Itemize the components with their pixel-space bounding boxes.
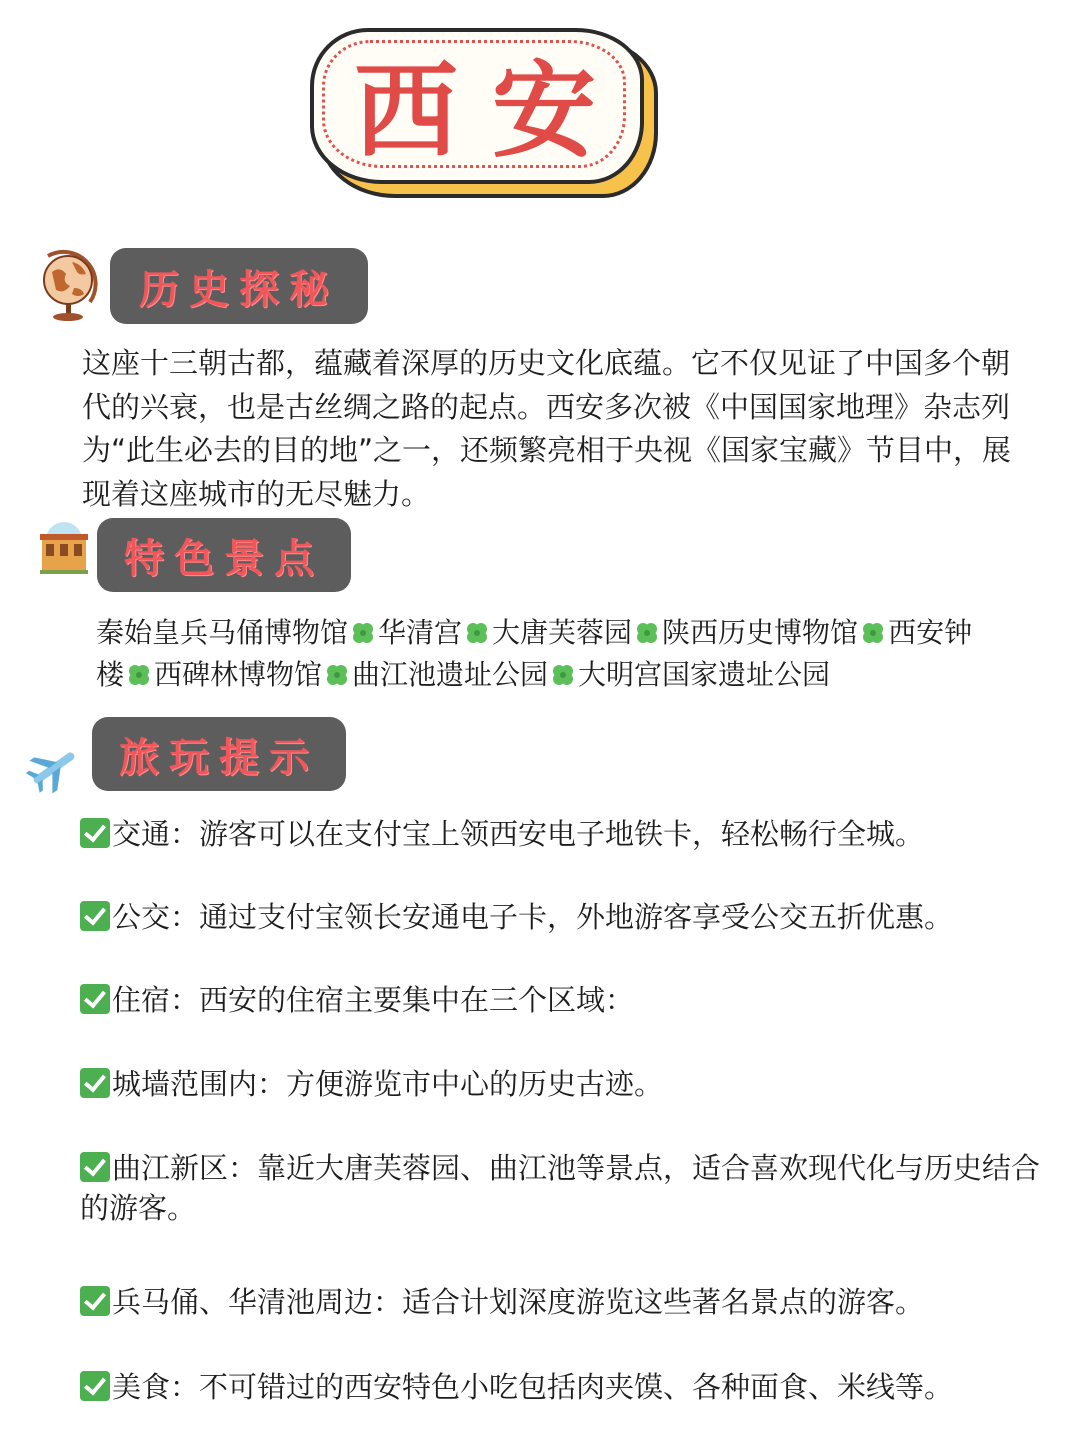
green-check-icon xyxy=(80,984,110,1014)
spot-item: 西碑林博物馆 xyxy=(154,658,323,691)
spot-item: 大明宫国家遗址公园 xyxy=(578,658,831,691)
spots-list xyxy=(96,612,976,696)
spot-item: 曲江池遗址公园 xyxy=(352,658,549,691)
section-heading-tips xyxy=(92,717,346,791)
tip-item xyxy=(80,1148,1055,1228)
tip-text: 住宿：西安的住宿主要集中在三个区域： xyxy=(112,983,635,1017)
green-check-icon xyxy=(80,1152,110,1182)
green-clover-icon xyxy=(634,620,660,646)
tip-text: 兵马俑、华清池周边：适合计划深度游览这些著名景点的游客。 xyxy=(112,1285,925,1319)
green-clover-icon xyxy=(860,620,886,646)
tip-item xyxy=(80,897,1060,937)
green-check-icon xyxy=(80,1068,110,1098)
green-clover-icon xyxy=(550,662,576,688)
section-heading-spots-label: 特色景点 xyxy=(124,534,324,582)
section-heading-spots xyxy=(97,518,351,592)
tip-text: 美食：不可错过的西安特色小吃包括肉夹馍、各种面食、米线等。 xyxy=(112,1370,954,1404)
tip-item xyxy=(80,814,1060,854)
spot-item: 华清宫 xyxy=(378,616,463,649)
green-check-icon xyxy=(80,901,110,931)
title-badge xyxy=(306,22,656,197)
tip-item xyxy=(80,1367,1060,1407)
tip-item xyxy=(80,1282,1060,1322)
green-clover-icon xyxy=(350,620,376,646)
green-clover-icon xyxy=(126,662,152,688)
green-clover-icon xyxy=(324,662,350,688)
landmark-icon xyxy=(36,520,92,576)
airplane-icon xyxy=(24,738,84,798)
globe-icon xyxy=(38,248,100,322)
tip-text: 曲江新区：靠近大唐芙蓉园、曲江池等景点，适合喜欢现代化与历史结合的游客。 xyxy=(80,1151,1041,1225)
spot-item: 西安钟楼 xyxy=(96,616,973,691)
section-heading-tips-label: 旅玩提示 xyxy=(119,733,319,781)
spot-item: 秦始皇兵马俑博物馆 xyxy=(96,616,349,649)
tip-text: 公交：通过支付宝领长安通电子卡，外地游客享受公交五折优惠。 xyxy=(112,900,954,934)
green-check-icon xyxy=(80,1371,110,1401)
green-check-icon xyxy=(80,1286,110,1316)
spot-item: 陕西历史博物馆 xyxy=(662,616,859,649)
section-heading-history xyxy=(110,248,368,324)
tip-text: 交通：游客可以在支付宝上领西安电子地铁卡，轻松畅行全城。 xyxy=(112,817,925,851)
history-paragraph: 这座十三朝古都，蕴藏着深厚的历史文化底蕴。它不仅见证了中国多个朝代的兴衰，也是古丝绸之路的起点。西安多次被《中国国家地理》杂志列为“此生必去的目的地”之一，还频繁亮相于央视《国家宝藏》节目中，展现着这座城市的无尽魅力。 xyxy=(82,346,1012,511)
spot-item: 大唐芙蓉园 xyxy=(492,616,633,649)
tip-text: 城墙范围内：方便游览市中心的历史古迹。 xyxy=(112,1067,664,1101)
green-clover-icon xyxy=(464,620,490,646)
green-check-icon xyxy=(80,818,110,848)
section-heading-history-label: 历史探秘 xyxy=(139,265,339,313)
tip-item xyxy=(80,1064,1060,1104)
page-title: 西安 xyxy=(353,49,630,172)
tip-item xyxy=(80,980,1060,1020)
